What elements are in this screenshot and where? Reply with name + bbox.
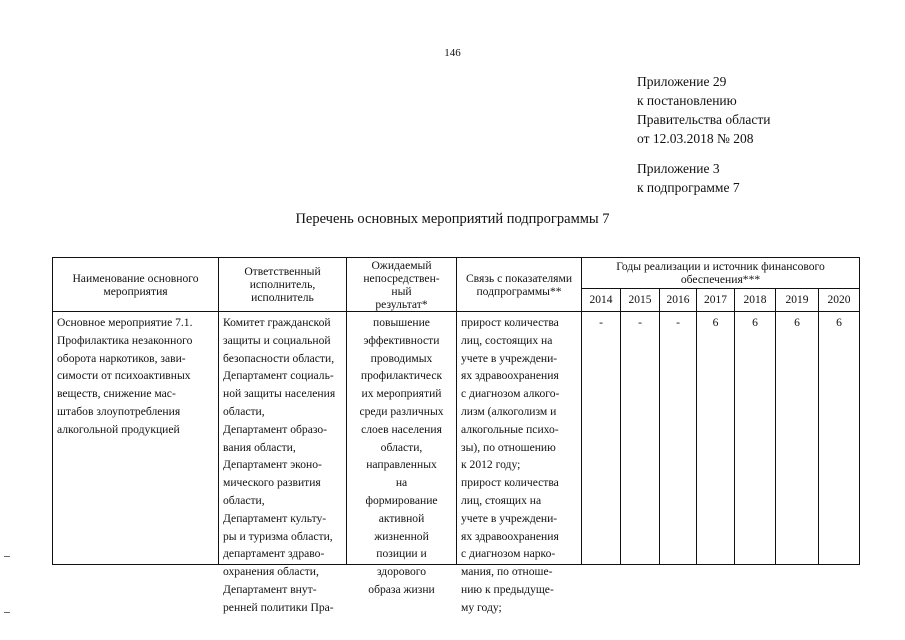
- page-number: 146: [444, 47, 461, 59]
- header-responsible: [219, 258, 347, 312]
- cell-value-2017: 6: [697, 312, 735, 565]
- cell-line: активной: [378, 511, 425, 525]
- cell-value-2015: -: [621, 312, 660, 565]
- header-year: 2020: [819, 289, 860, 312]
- cell-line: департамент здраво-: [223, 547, 325, 561]
- cell-line: нию к предыдуще-: [461, 582, 554, 596]
- header-line: мероприятия: [103, 284, 168, 298]
- cell-line: среди различных: [359, 404, 444, 418]
- appendix-sub-block: [637, 159, 740, 197]
- appendix-line: Приложение 3: [637, 161, 720, 176]
- cell-line: области,: [223, 493, 265, 507]
- cell-line: веществ, снижение мас-: [57, 387, 176, 401]
- header-name: [53, 258, 219, 312]
- cell-line: Профилактика незаконного: [57, 333, 193, 347]
- cell-line: их мероприятий: [361, 387, 442, 401]
- cell-line: образа жизни: [368, 582, 435, 596]
- cell-line: Департамент социаль-: [223, 369, 334, 383]
- cell-line: лизм (алкоголизм и: [461, 404, 557, 418]
- header-year: 2015: [621, 289, 660, 312]
- header-year: 2016: [660, 289, 697, 312]
- cell-line: повышение: [373, 316, 430, 329]
- cell-line: прирост количества: [461, 476, 559, 490]
- cell-value-2018: 6: [735, 312, 776, 565]
- cell-line: мания, по отноше-: [461, 565, 553, 579]
- cell-line: области,: [223, 404, 265, 418]
- cell-value-2019: 6: [776, 312, 819, 565]
- cell-line: вания области,: [223, 440, 296, 454]
- appendix-line: Правительства области: [637, 112, 771, 127]
- header-year: 2019: [776, 289, 819, 312]
- cell-line: к 2012 году;: [461, 458, 521, 472]
- header-line: Наименование основного: [72, 271, 199, 285]
- scan-edge-mark: [4, 612, 10, 613]
- cell-line: здорового: [376, 565, 427, 579]
- activities-table: [52, 257, 860, 614]
- cell-line: безопасности области,: [223, 351, 335, 365]
- appendix-line: к подпрограмме 7: [637, 180, 740, 195]
- header-year: 2018: [735, 289, 776, 312]
- cell-line: оборота наркотиков, зави-: [57, 351, 186, 365]
- cell-line: Комитет гражданской: [223, 316, 331, 329]
- appendix-main-block: [637, 72, 770, 148]
- cell-line: Департамент эконо-: [223, 458, 322, 472]
- header-line: Ожидаемый: [371, 258, 432, 272]
- cell-line: мического развития: [223, 476, 321, 490]
- cell-line: области,: [380, 440, 423, 454]
- cell-line: ной защиты населения: [223, 387, 336, 401]
- cell-link: [457, 312, 582, 614]
- cell-line: зы), по отношению: [461, 440, 556, 454]
- header-years-group: [582, 258, 860, 289]
- cell-line: Департамент культу-: [223, 511, 327, 525]
- header-year: 2014: [582, 289, 621, 312]
- cell-line: штабов злоупотребления: [57, 404, 181, 418]
- cell-line: учете в учреждени-: [461, 511, 558, 525]
- cell-line: лиц, стоящих на: [461, 493, 542, 507]
- cell-line: Департамент образо-: [223, 422, 328, 436]
- cell-line: ях здравоохранения: [461, 529, 559, 543]
- header-year: 2017: [697, 289, 735, 312]
- cell-line: направленных: [366, 458, 437, 472]
- header-line: исполнитель: [251, 291, 314, 304]
- header-line: Ответственный: [244, 265, 321, 278]
- cell-value-2016: -: [660, 312, 697, 565]
- cell-line: формирование: [365, 493, 438, 507]
- cell-line: учете в учреждени-: [461, 351, 558, 365]
- cell-line: на: [395, 476, 408, 490]
- header-line: подпрограммы**: [476, 284, 562, 298]
- cell-responsible: [219, 312, 347, 614]
- header-line: Годы реализации и источник финансового: [616, 260, 825, 273]
- cell-line: симости от психоактивных: [57, 369, 191, 383]
- cell-value-2020: 6: [819, 312, 860, 565]
- cell-line: слоев населения: [361, 422, 442, 436]
- header-line: Связь с показателями: [465, 271, 573, 285]
- cell-line: эффективности: [363, 333, 440, 347]
- cell-line: охранения области,: [223, 565, 319, 579]
- cell-line: лиц, состоящих на: [461, 333, 553, 347]
- document-title: Перечень основных мероприятий подпрограммы 7: [295, 211, 610, 227]
- cell-line: Департамент внут-: [223, 582, 317, 596]
- cell-line: ренней политики Пра-: [223, 600, 334, 614]
- cell-line: алкогольной продукцией: [57, 422, 180, 436]
- cell-name: [53, 312, 219, 565]
- cell-line: профилактическ: [360, 369, 443, 383]
- cell-line: с диагнозом нарко-: [461, 547, 556, 561]
- header-result: [347, 258, 457, 312]
- cell-line: жизненной: [374, 529, 429, 543]
- header-line: исполнитель,: [249, 278, 316, 291]
- cell-line: защиты и социальной: [223, 333, 331, 347]
- appendix-line: Приложение 29: [637, 74, 727, 89]
- header-line: результат*: [375, 297, 428, 311]
- cell-line: позиции и: [376, 547, 427, 561]
- scan-edge-mark: [4, 556, 10, 557]
- cell-line: ях здравоохранения: [461, 369, 559, 383]
- header-link: [457, 258, 582, 312]
- header-line: непосредствен-: [363, 271, 440, 285]
- cell-line: алкогольные психо-: [461, 422, 559, 436]
- cell-line: с диагнозом алкого-: [461, 387, 560, 401]
- cell-line: прирост количества: [461, 316, 559, 329]
- cell-line: Основное мероприятие 7.1.: [57, 316, 193, 329]
- cell-value-2014: -: [582, 312, 621, 565]
- cell-result: [347, 312, 457, 596]
- header-line: обеспечения***: [680, 273, 761, 286]
- cell-line: му году;: [461, 600, 502, 614]
- cell-line: проводимых: [370, 351, 433, 365]
- header-line: ный: [391, 284, 412, 298]
- table-row: [53, 312, 860, 565]
- appendix-line: к постановлению: [637, 93, 737, 108]
- cell-line: ры и туризма области,: [223, 529, 333, 543]
- appendix-line: от 12.03.2018 № 208: [637, 131, 754, 146]
